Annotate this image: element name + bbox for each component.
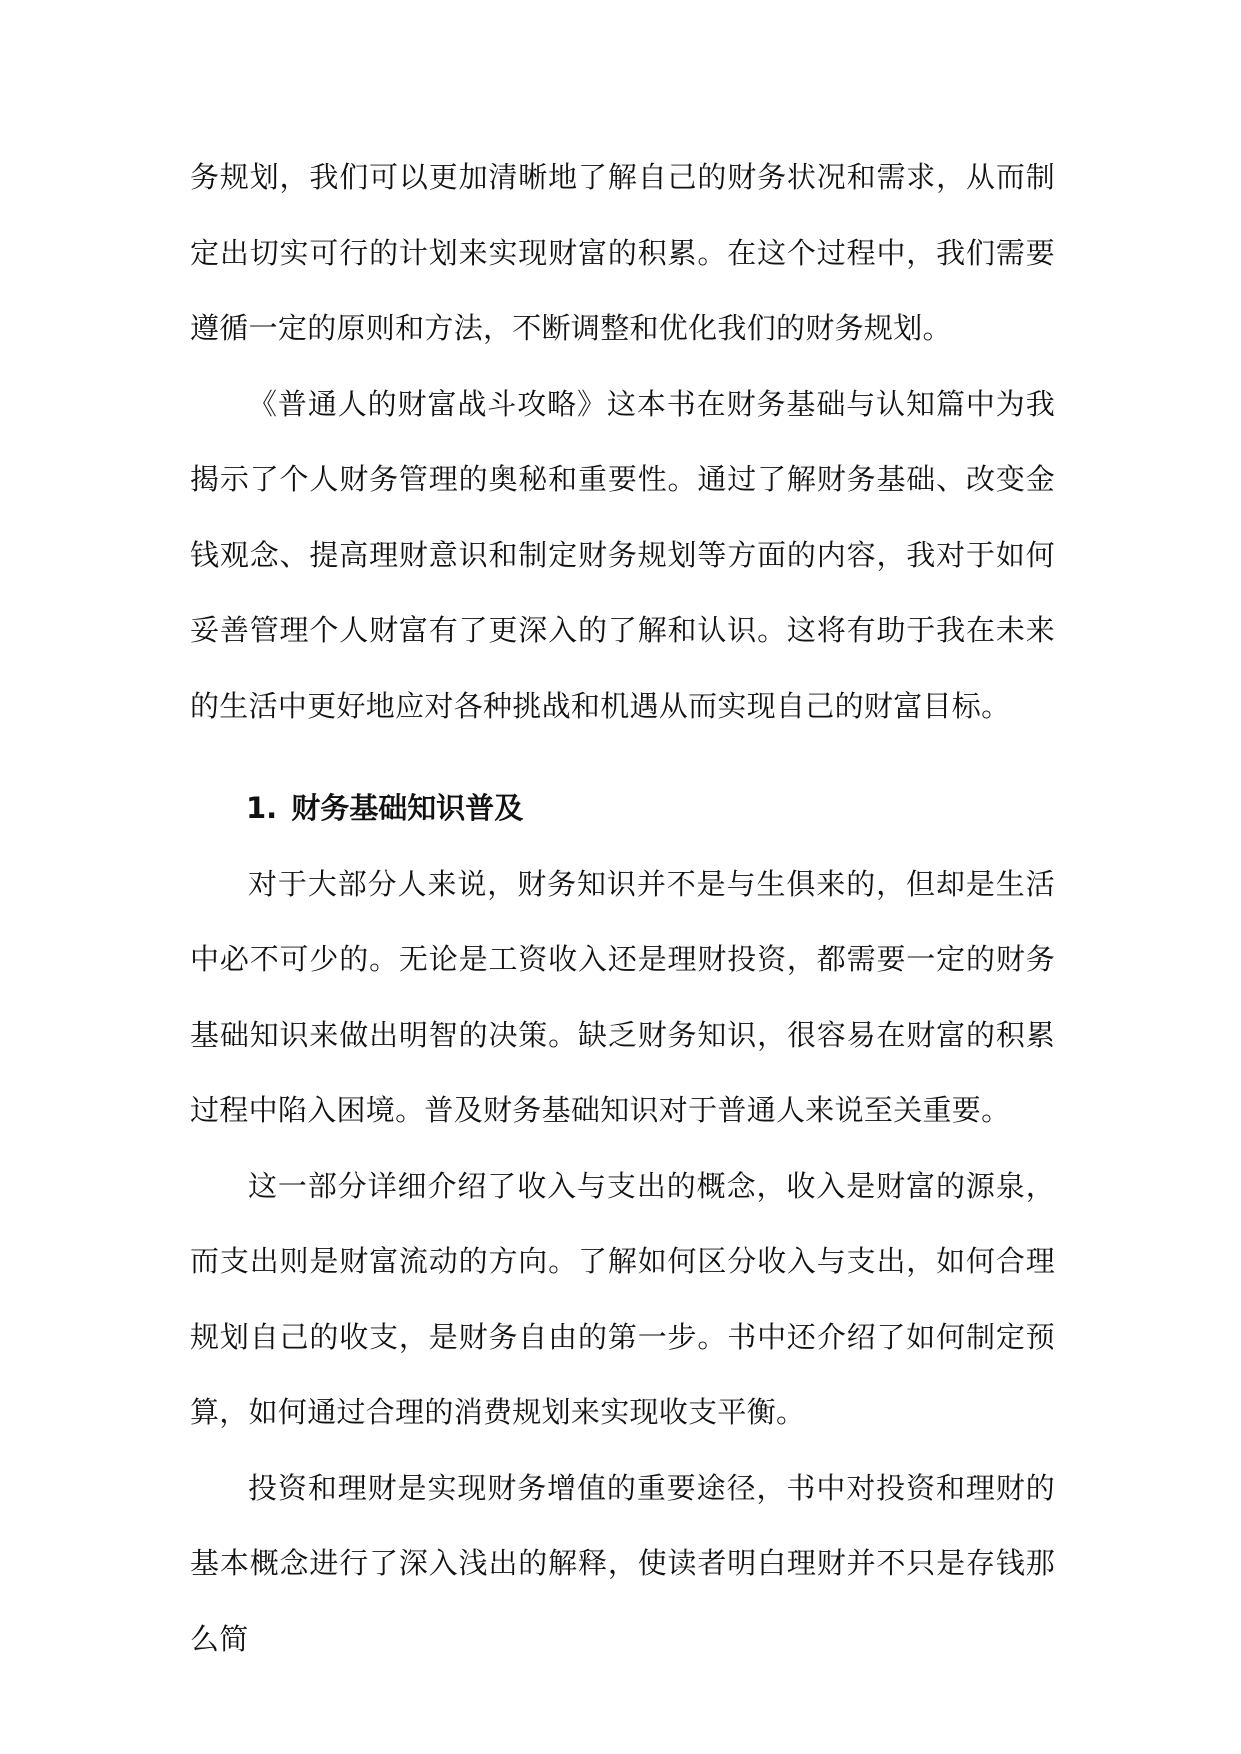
- section-heading: [190, 771, 1055, 847]
- section-gap: [190, 744, 1055, 756]
- document-page: [190, 140, 1055, 1677]
- section-number: 1.: [246, 791, 278, 825]
- paragraph-book-summary: 《普通人的财富战斗攻略》这本书在财务基础与认知篇中为我揭示了个人财务管理的奥秘和重要性。通过了解财务基础、改变金钱观念、提高理财意识和制定财务规划等方面的内容，我对于如何妥善管理个人财富有了更深入的了解和认识。这将有助于我在未来的生活中更好地应对各种挑战和机遇从而实现自己的财富目标。: [190, 386, 1055, 723]
- paragraph-continued: 务规划，我们可以更加清晰地了解自己的财务状况和需求，从而制定出切实可行的计划来实现财富的积累。在这个过程中，我们需要遵循一定的原则和方法，不断调整和优化我们的财务规划。: [190, 160, 1055, 345]
- section-title: 财务基础知识普及: [291, 791, 524, 825]
- paragraph-investment: 投资和理财是实现财务增值的重要途径，书中对投资和理财的基本概念进行了深入浅出的解释，使读者明白理财并不只是存钱那么简: [190, 1470, 1055, 1656]
- paragraph-financial-knowledge: 对于大部分人来说，财务知识并不是与生俱来的，但却是生活中必不可少的。无论是工资收入还是理财投资，都需要一定的财务基础知识来做出明智的决策。缺乏财务知识，很容易在财富的积累过程中陷入困境。普及财务基础知识对于普通人来说至关重要。: [190, 866, 1055, 1127]
- paragraph-income-expense: 这一部分详细介绍了收入与支出的概念，收入是财富的源泉，而支出则是财富流动的方向。了解如何区分收入与支出，如何合理规划自己的收支，是财务自由的第一步。书中还介绍了如何制定预算，如何通过合理的消费规划来实现收支平衡。: [190, 1168, 1055, 1429]
